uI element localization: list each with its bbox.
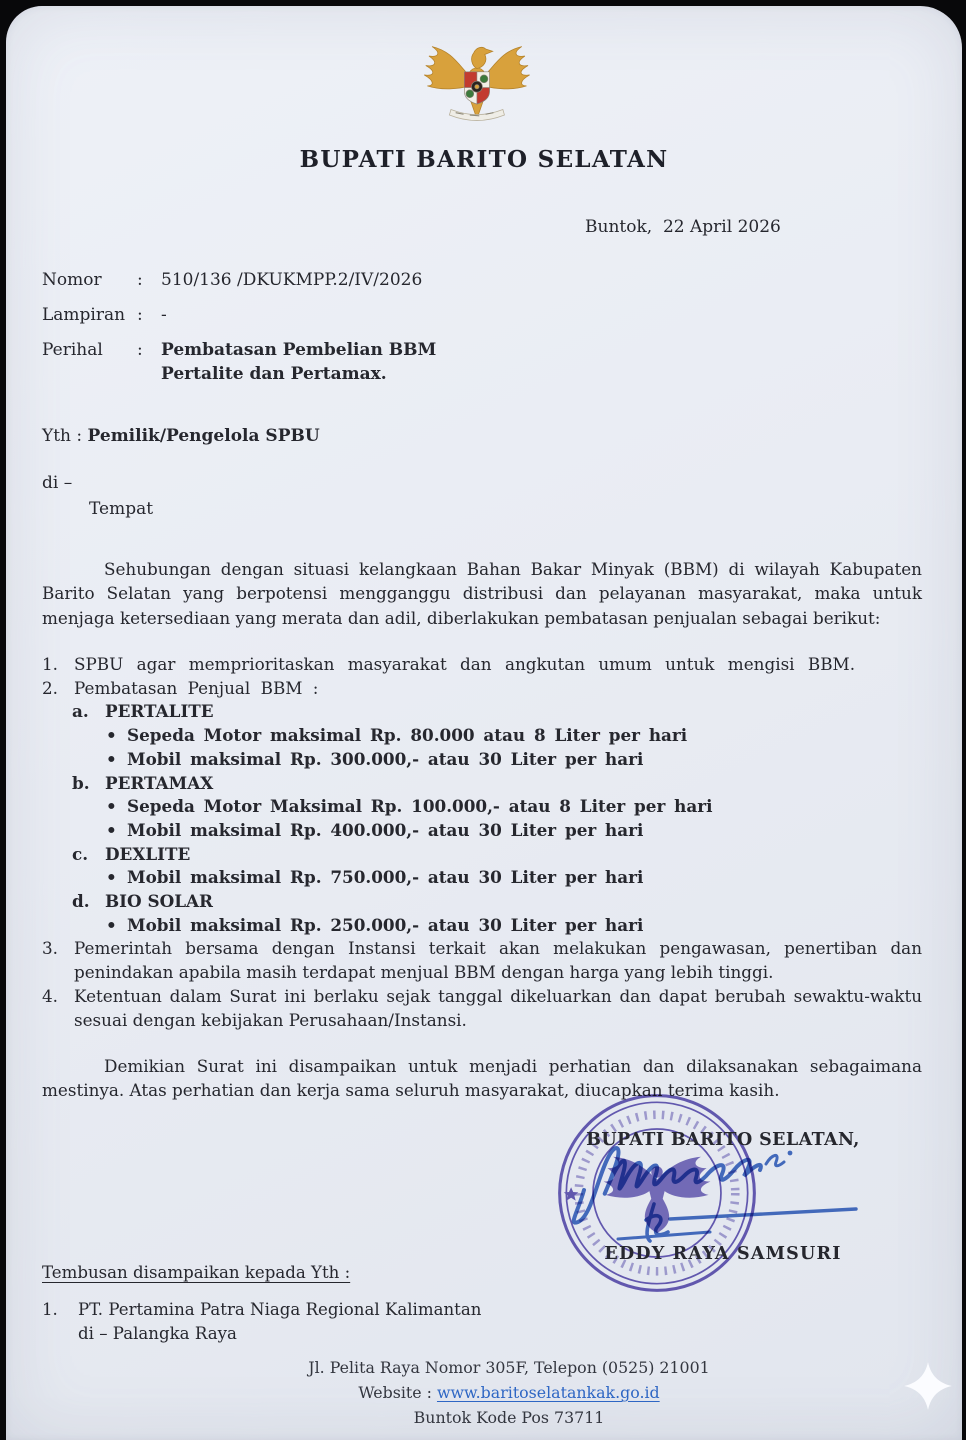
bullet-glyph: • — [106, 819, 117, 840]
fuel-name: PERTALITE — [105, 701, 214, 722]
item-number: 4. — [42, 985, 59, 1006]
provisions-list — [42, 653, 922, 1032]
fuel-rule — [106, 914, 922, 938]
date-line: Buntok, 22 April 2026 — [585, 217, 781, 237]
item-text: Pembatasan Penjual BBM : — [74, 677, 319, 698]
opening-paragraph: Sehubungan dengan situasi kelangkaan Bahan Bakar Minyak (BBM) di wilayah Kabupaten Barito Selatan yang berpotensi mengganggu distribusi dan pelayanan masyarakat, maka untuk menjaga ketersediaan yang merata dan adil, diberlakukan pembatasan penjualan sebagai berikut: — [42, 558, 922, 628]
website-label: Website : — [358, 1383, 437, 1402]
colon: : — [137, 305, 143, 325]
fuel-rule-text: Mobil maksimal Rp. 300.000,- atau 30 Liter per hari — [127, 748, 644, 769]
nomor-label: Nomor — [42, 270, 102, 290]
tempat-line: Tempat — [89, 499, 154, 519]
letter-page — [6, 6, 962, 1440]
tembusan-item — [42, 1298, 481, 1346]
perihal-value — [161, 338, 436, 386]
fuel-type-bio-solar — [72, 890, 922, 914]
item-number: 3. — [42, 938, 59, 959]
fuel-letter: a. — [72, 701, 89, 722]
letterhead-title: BUPATI BARITO SELATAN — [299, 146, 669, 173]
item-number: 2. — [42, 677, 59, 698]
tembusan-block — [42, 1261, 481, 1346]
website-link[interactable]: www.baritoselatankak.go.id — [436, 1383, 660, 1402]
fuel-name: DEXLITE — [105, 843, 191, 864]
lampiran-value: - — [161, 305, 167, 325]
fuel-rule — [106, 795, 922, 819]
meta-row-lampiran — [42, 303, 922, 327]
fuel-name: PERTAMAX — [105, 772, 214, 793]
item-number: 1. — [42, 1300, 58, 1319]
meta-row-nomor — [42, 268, 922, 292]
bullet-glyph: • — [106, 796, 117, 817]
list-item-2 — [42, 677, 922, 701]
fuel-rule-text: Mobil maksimal Rp. 400.000,- atau 30 Liter per hari — [127, 819, 644, 840]
fuel-rule-text: Sepeda Motor maksimal Rp. 80.000 atau 8 Liter per hari — [127, 725, 688, 746]
tembusan-line-2: di – Palangka Raya — [78, 1324, 237, 1343]
fuel-rule-text: Mobil maksimal Rp. 750.000,- atau 30 Liter per hari — [127, 867, 644, 888]
nomor-value: 510/136 /DKUKMPP.2/IV/2026 — [161, 270, 423, 290]
footer-website-line — [56, 1380, 962, 1405]
lampiran-label: Lampiran — [42, 305, 126, 325]
yth-value: Pemilik/Pengelola SPBU — [87, 426, 320, 446]
fuel-letter: d. — [72, 891, 90, 912]
bullet-glyph: • — [106, 914, 117, 935]
colon: : — [137, 340, 143, 360]
tembusan-item-text — [78, 1298, 481, 1346]
fuel-rule-text: Sepeda Motor Maksimal Rp. 100.000,- atau 8 Liter per hari — [127, 796, 713, 817]
fuel-letter: b. — [72, 772, 90, 793]
perihal-line-2: Pertalite dan Pertamax. — [161, 364, 387, 384]
bullet-glyph: • — [106, 867, 117, 888]
yth-line — [42, 424, 320, 448]
addressee-block — [42, 424, 320, 521]
list-item-1 — [42, 653, 922, 677]
footer-address: Jl. Pelita Raya Nomor 305F, Telepon (0525) 21001 — [308, 1358, 710, 1377]
list-item-4 — [42, 985, 922, 1032]
item-number: 1. — [42, 654, 59, 674]
perihal-line-1: Pembatasan Pembelian BBM — [161, 340, 437, 360]
fuel-rule — [106, 748, 922, 772]
meta-block — [42, 268, 922, 397]
item-text: SPBU agar memprioritaskan masyarakat dan angkutan umum untuk mengisi BBM. — [74, 654, 856, 674]
item-text: Ketentuan dalam Surat ini berlaku sejak tanggal dikeluarkan dan dapat berubah sewaktu-waktu sesuai dengan kebijakan Perusahaan/Instansi. — [74, 985, 922, 1030]
footer-postal: Buntok Kode Pos 73711 — [413, 1408, 605, 1427]
fuel-name: BIO SOLAR — [105, 891, 213, 912]
list-item-3 — [42, 937, 922, 984]
fuel-letter: c. — [72, 843, 89, 864]
fuel-type-dexlite — [72, 843, 922, 867]
colon: : — [137, 270, 143, 290]
fuel-rule — [106, 819, 922, 843]
item-text: Pemerintah bersama dengan Instansi terkait akan melakukan pengawasan, penertiban dan penindakan apabila masih terdapat menjual BBM dengan harga yang lebih tinggi. — [74, 938, 922, 983]
fuel-rule — [106, 724, 922, 748]
fuel-type-pertalite — [72, 700, 922, 724]
bullet-glyph: • — [106, 725, 117, 746]
yth-label: Yth : — [42, 426, 83, 446]
di-line: di – — [42, 473, 73, 493]
meta-row-perihal — [42, 338, 922, 386]
tembusan-heading: Tembusan disampaikan kepada Yth : — [42, 1263, 351, 1282]
perihal-label: Perihal — [42, 340, 103, 360]
sparkle-watermark-icon — [902, 1360, 954, 1412]
bullet-glyph: • — [106, 748, 117, 769]
tembusan-line-1: PT. Pertamina Patra Niaga Regional Kalimantan — [78, 1300, 482, 1319]
closing-paragraph: Demikian Surat ini disampaikan untuk menjadi perhatian dan dilaksanakan sebagaimana mestinya. Atas perhatian dan kerja sama seluruh masyarakat, diucapkan terima kasih. — [42, 1055, 922, 1101]
signatory-name: EDDY RAYA SAMSURI — [604, 1244, 842, 1264]
footer-block — [56, 1355, 962, 1430]
fuel-rule — [106, 866, 922, 890]
fuel-type-pertamax — [72, 772, 922, 796]
fuel-rule-text: Mobil maksimal Rp. 250.000,- atau 30 Liter per hari — [127, 914, 644, 935]
garuda-pancasila-icon — [418, 26, 536, 138]
signatory-office: BUPATI BARITO SELATAN, — [586, 1130, 860, 1150]
